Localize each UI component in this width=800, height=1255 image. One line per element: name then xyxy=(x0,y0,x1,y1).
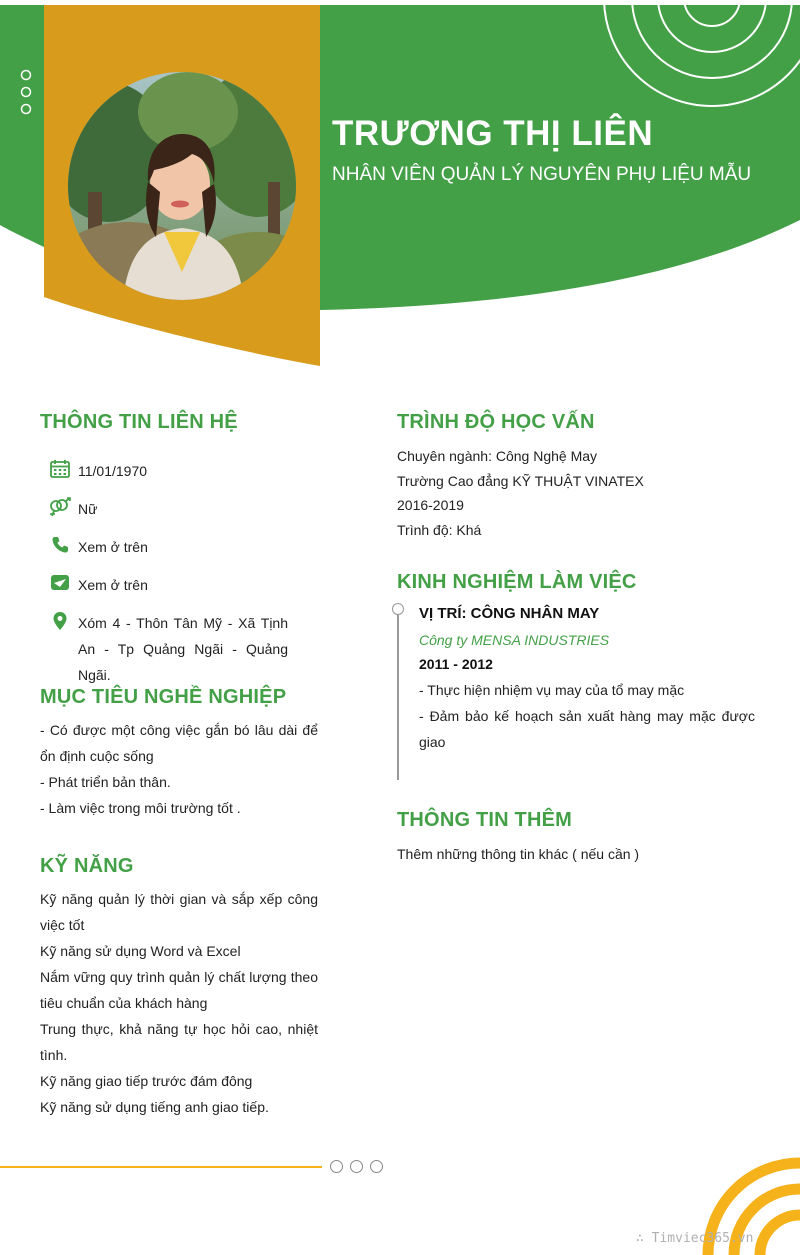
education-line: Trình độ: Khá xyxy=(397,521,482,538)
gender-icon xyxy=(48,496,72,518)
location-pin-icon xyxy=(48,610,72,632)
timeline-line xyxy=(397,610,399,780)
experience-company: Công ty MENSA INDUSTRIES xyxy=(419,632,610,648)
objective-line: - Phát triển bản thân. xyxy=(40,774,171,790)
footer-dot xyxy=(330,1160,343,1173)
profile-photo xyxy=(68,72,296,300)
additional-text: Thêm những thông tin khác ( nếu cần ) xyxy=(397,846,640,862)
experience-line: - Thực hiện nhiệm vụ may của tổ may mặc xyxy=(419,682,685,698)
experience-section-title: KINH NGHIỆM LÀM VIỆC xyxy=(397,571,637,593)
objective-line: - Có được một công việc gắn bó lâu dài để ổn định cuộc sống xyxy=(40,722,318,764)
education-line: Trường Cao đẳng KỸ THUẬT VINATEX xyxy=(397,472,644,489)
experience-details xyxy=(419,677,755,755)
education-line: Chuyên ngành: Công Nghệ May xyxy=(397,448,598,464)
experience-period: 2011 - 2012 xyxy=(419,656,493,672)
skill-line: Kỹ năng quản lý thời gian và sắp xếp công việc tốt xyxy=(40,891,318,933)
email-icon xyxy=(48,572,72,594)
experience-line: - Đảm bảo kế hoạch sản xuất hàng may mặc được giao xyxy=(419,708,755,750)
contact-address xyxy=(48,610,298,688)
contact-gender-text: Nữ xyxy=(78,501,98,517)
contact-section-title: THÔNG TIN LIÊN HỆ xyxy=(40,411,238,433)
education-section-title: TRÌNH ĐỘ HỌC VẤN xyxy=(397,411,595,433)
footer-line xyxy=(0,1166,322,1168)
experience-position: VỊ TRÍ: CÔNG NHÂN MAY xyxy=(419,605,600,622)
footer-dot xyxy=(370,1160,383,1173)
candidate-job-title: NHÂN VIÊN QUẢN LÝ NGUYÊN PHỤ LIỆU MẪU xyxy=(332,164,752,185)
skills-text xyxy=(40,886,318,1120)
objective-line: - Làm việc trong môi trường tốt . xyxy=(40,800,241,816)
contact-address-text: Xóm 4 - Thôn Tân Mỹ - Xã Tịnh An - Tp Quảng Ngãi - Quảng Ngãi. xyxy=(78,615,288,683)
objective-section-title: MỤC TIÊU NGHỀ NGHIỆP xyxy=(40,686,287,708)
calendar-icon xyxy=(48,458,72,480)
timeline-dot xyxy=(392,603,404,615)
contact-phone-text: Xem ở trên xyxy=(78,539,148,555)
education-text xyxy=(397,444,757,542)
contact-email xyxy=(48,572,148,598)
phone-icon xyxy=(48,534,72,556)
watermark: ∴ Timviec365.vn xyxy=(636,1231,754,1246)
contact-phone xyxy=(48,534,148,560)
objective-text xyxy=(40,717,318,821)
skill-line: Kỹ năng sử dụng Word và Excel xyxy=(40,943,241,959)
contact-email-text: Xem ở trên xyxy=(78,577,148,593)
contact-gender xyxy=(48,496,97,522)
contact-birthdate-text: 11/01/1970 xyxy=(78,463,148,479)
skill-line: Nắm vững quy trình quản lý chất lượng theo tiêu chuẩn của khách hàng xyxy=(40,969,318,1011)
skills-section-title: KỸ NĂNG xyxy=(40,855,134,877)
skill-line: Kỹ năng sử dụng tiếng anh giao tiếp. xyxy=(40,1099,269,1115)
contact-birthdate xyxy=(48,458,147,484)
footer-dot xyxy=(350,1160,363,1173)
candidate-name: TRƯƠNG THỊ LIÊN xyxy=(332,114,654,153)
education-line: 2016-2019 xyxy=(397,497,464,513)
skill-line: Kỹ năng giao tiếp trước đám đông xyxy=(40,1073,253,1089)
skill-line: Trung thực, khả năng tự học hỏi cao, nhiệt tình. xyxy=(40,1021,318,1063)
footer-dots xyxy=(330,1160,383,1173)
additional-section-title: THÔNG TIN THÊM xyxy=(397,809,573,831)
